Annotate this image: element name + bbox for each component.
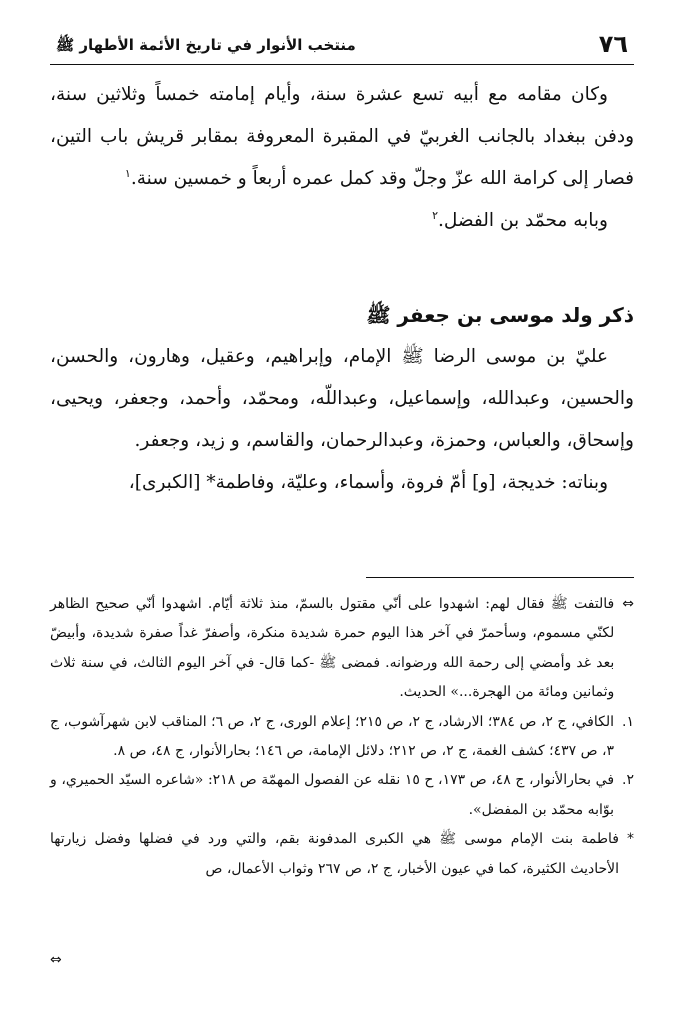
- footnote-marker: ١.: [622, 713, 634, 730]
- page-number: ٧٦: [598, 30, 628, 58]
- page-header: [50, 28, 634, 65]
- paragraph: وبناته: خديجة، [و] أمّ فروة، وأسماء، وعليّة، وفاطمة* [الكبرى]،: [128, 472, 608, 493]
- footnote-marker: ٢.: [622, 772, 634, 789]
- footnote-text: في بحارالأنوار، ج ٤٨، ص ١٧٣، ح ١٥ نقله عن الفصول المهمّة ص ٢١٨: «شاعره السيّد الحميري، و بوّابه محمّد بن المفضل».: [50, 772, 615, 818]
- paragraph: [50, 200, 634, 242]
- continuation-arrow-icon: ⇔: [622, 596, 634, 612]
- footnote-text: فالتفت ﷺ فقال لهم: اشهدوا على أنّي مقتول بالسمّ، منذ ثلاثة أيّام. اشهدوا أنّي صحيح الظاهر لكنّي مسموم، وسأحمرّ في آخر هذا اليوم حمرة شديدة منكرة، وأصفرّ غداً صفرة شديدة، وأبيضّ بعد غد وأمضي إلى رحمة الله ورضوانه. فمضى ﷺ -كما قال- في آخر اليوم الثالث، في سنة ثلاث وثمانين ومائة من الهجرة...» الحديث.: [50, 596, 615, 701]
- footnote-continuation: [50, 590, 634, 708]
- footnote-text: فاطمة بنت الإمام موسى ﷺ هي الكبرى المدفونة بقم، والتي ورد في فضلها وفضل زيارتها الأحاديث الكثيرة، كما في عيون الأخبار، ج ٢، ص ٢٦٧ وثواب الأعمال، ص: [50, 831, 619, 877]
- footnote-ref: ٢: [432, 208, 438, 222]
- paragraph: عليّ بن موسى الرضا ﷺ الإمام، وإبراهيم، وعقيل، وهارون، والحسن، والحسين، وعبدالله، وإسماعيل، وعبداللّه، ومحمّد، وأحمد، وجعفر، ويحيى، وإسحاق، والعباس، وحمزة، وعبدالرحمان، والقاسم، و زيد، وجعفر.: [50, 346, 634, 451]
- footnote-marker: *: [627, 831, 634, 848]
- paragraph-text: وبابه محمّد بن الفضل.: [438, 210, 608, 231]
- footnotes: [50, 590, 634, 884]
- footnote-1: [50, 708, 634, 767]
- footnote-divider: [366, 577, 634, 578]
- paragraph: [50, 74, 634, 200]
- section-heading: ذكر ولد موسى بن جعفر ﷺ: [366, 303, 634, 327]
- continuation-arrow-icon: ⇔: [50, 952, 62, 968]
- footnote-2: [50, 766, 634, 825]
- footnote-text: الكافي، ج ٢، ص ٣٨٤؛ الارشاد، ج ٢، ص ٢١٥؛ إعلام الورى، ج ٢، ص ٦؛ المناقب لابن شهرآشوب، ج ٣، ص ٤٣٧؛ كشف الغمة، ج ٢، ص ٢١٢؛ دلائل الإمامة، ص ١٤٦؛ بحارالأنوار، ج ٤٨، ص ٨.: [50, 713, 615, 760]
- footnote-3: [50, 825, 634, 884]
- main-text: [50, 74, 634, 504]
- paragraph-text: وكان مقامه مع أبيه تسع عشرة سنة، وأيام إمامته خمساً وثلاثين سنة، ودفن ببغداد بالجانب الغربيّ في المقبرة المعروفة بمقابر قريش باب التين، فصار إلى كرامة الله عزّ وجلّ وقد كمل عمره أربعاً و خمسين سنة.: [50, 84, 634, 189]
- footnote-ref: ١: [124, 166, 131, 180]
- running-title: منتخب الأنوار في تاريخ الأئمة الأطهار ﷺ: [56, 36, 356, 54]
